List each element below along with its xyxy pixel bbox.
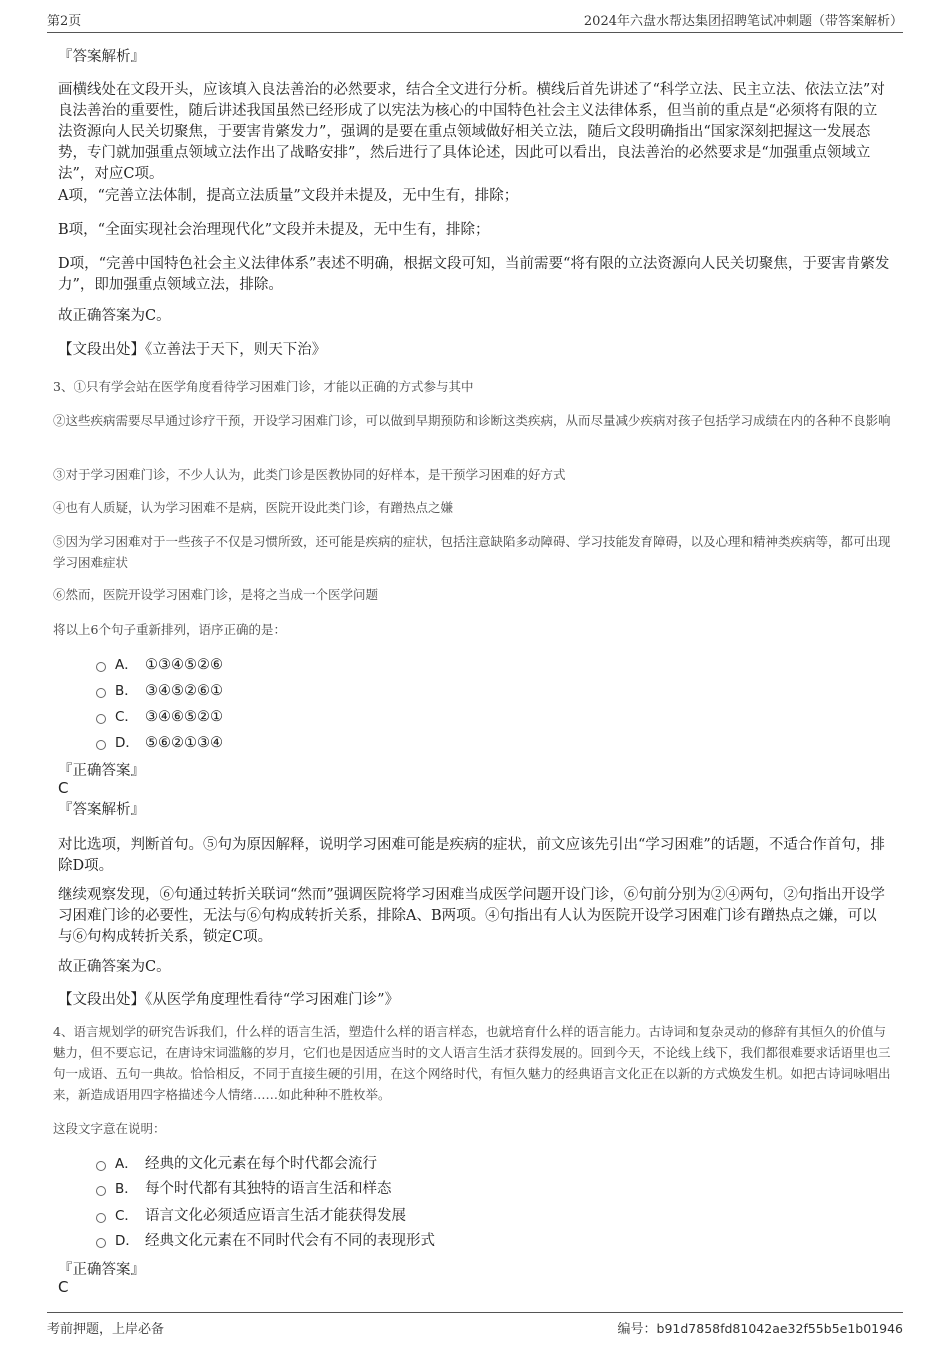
analysis-label: 『答案解析』 [58, 49, 145, 65]
radio-icon[interactable] [96, 1238, 106, 1248]
radio-icon[interactable] [96, 1213, 106, 1223]
correct-answer: C [58, 1278, 69, 1296]
option-d[interactable] [96, 733, 223, 753]
radio-icon[interactable] [96, 714, 106, 724]
option-text: 经典文化元素在不同时代会有不同的表现形式 [145, 1233, 435, 1249]
footer-slogan: 考前押题，上岸必备 [47, 1322, 165, 1337]
radio-icon[interactable] [96, 688, 106, 698]
option-letter: D． [115, 1233, 139, 1249]
question-stem: 4、语言规划学的研究告诉我们，什么样的语言生活，塑造什么样的语言样态，也就培育什么样的语言能力。古诗词和复杂灵动的修辞有其恒久的价值与魅力，但不要忘记，在唐诗宋词滥觞的岁月，它们也是因适应当时的文人语言生活才获得发展的。回到今天，不论线上线下，我们都很难要求话语里也三句一成语、五句一典故。恰恰相反，不同于直接生硬的引用，在这个网络时代，有恒久魅力的经典语言文化正在以新的方式焕发生机。如把古诗词咏唱出来，新造成语用四字格描述今人情绪……如此种种不胜枚举。 [53, 1024, 891, 1102]
analysis-paragraph: 对比选项，判断首句。⑤句为原因解释，说明学习困难可能是疾病的症状，前文应该先引出“学习困难”的话题，不适合作首句，排除D项。 [58, 837, 885, 874]
option-a[interactable] [96, 1154, 377, 1174]
option-text: 每个时代都有其独特的语言生活和样态 [145, 1181, 392, 1197]
question-sentence: 3、①只有学会站在医学角度看待学习困难门诊，才能以正确的方式参与其中 [53, 379, 474, 394]
option-b[interactable] [96, 681, 223, 701]
question-sentence: ③对于学习困难门诊，不少人认为，此类门诊是医教协同的好样本，是干预学习困难的好方式 [53, 467, 566, 482]
analysis-label: 『答案解析』 [58, 802, 145, 818]
option-c[interactable] [96, 1206, 406, 1226]
question-sentence: ⑥然而，医院开设学习困难门诊，是将之当成一个医学问题 [53, 587, 379, 602]
analysis-option-a: A项，“完善立法体制，提高立法质量”文段并未提及，无中生有，排除； [58, 188, 519, 204]
source-citation: 【文段出处】《从医学角度理性看待“学习困难门诊”》 [58, 992, 400, 1008]
conclusion: 故正确答案为C。 [58, 959, 171, 975]
option-letter: A． [115, 1156, 138, 1172]
option-b[interactable] [96, 1179, 392, 1199]
option-letter: B． [115, 1181, 138, 1197]
option-d[interactable] [96, 1231, 435, 1251]
page-number: 第2页 [47, 14, 82, 29]
option-letter: A． [115, 657, 138, 673]
option-a[interactable] [96, 655, 223, 675]
question-sentence: ⑤因为学习困难对于一些孩子不仅是习惯所致，还可能是疾病的症状，包括注意缺陷多动障碍、学习技能发育障碍，以及心理和精神类疾病等，都可出现学习困难症状 [53, 534, 891, 570]
analysis-paragraph: 画横线处在文段开头，应该填入良法善治的必然要求，结合全文进行分析。横线后首先讲述了“科学立法、民主立法、依法立法”对良法善治的重要性，随后讲述我国虽然已经形成了以宪法为核心的中国特色社会主义法律体系，但当前的重点是“必须将有限的立法资源向人民关切聚焦，于要害肯綮发力”，强调的是要在重点领域做好相关立法，随后文段明确指出“国家深刻把握这一发展态势，专门就加强重点领域立法作出了战略安排”，然后进行了具体论述，因此可以看出，良法善治的必然要求是“加强重点领域立法”，对应C项。 [58, 82, 885, 182]
question-sentence: ②这些疾病需要尽早通过诊疗干预，开设学习困难门诊，可以做到早期预防和诊断这类疾病，从而尽量减少疾病对孩子包括学习成绩在内的各种不良影响 [53, 413, 891, 428]
option-letter: B． [115, 683, 138, 699]
option-text: ③④⑤②⑥① [145, 683, 223, 699]
option-c[interactable] [96, 707, 223, 727]
document-code-label: 编号： [617, 1322, 657, 1337]
option-text: ⑤⑥②①③④ [145, 735, 223, 751]
option-text: ①③④⑤②⑥ [145, 657, 223, 673]
conclusion: 故正确答案为C。 [58, 308, 171, 324]
radio-icon[interactable] [96, 1161, 106, 1171]
document-code-value: b91d7858fd81042ae32f55b5e1b01946 [656, 1321, 903, 1336]
radio-icon[interactable] [96, 1186, 106, 1196]
option-letter: C． [115, 709, 138, 725]
radio-icon[interactable] [96, 740, 106, 750]
option-text: ③④⑥⑤②① [145, 709, 223, 725]
question-prompt: 这段文字意在说明： [53, 1121, 166, 1136]
option-text: 语言文化必须适应语言生活才能获得发展 [145, 1208, 406, 1224]
option-text: 经典的文化元素在每个时代都会流行 [145, 1156, 377, 1172]
option-letter: C． [115, 1208, 138, 1224]
question-sentence: ④也有人质疑，认为学习困难不是病，医院开设此类门诊，有蹭热点之嫌 [53, 500, 454, 515]
document-code [618, 1318, 904, 1337]
document-title: 2024年六盘水帮达集团招聘笔试冲刺题（带答案解析） [583, 14, 903, 29]
correct-answer-label: 『正确答案』 [58, 763, 145, 779]
page-footer [47, 1312, 903, 1337]
option-letter: D． [115, 735, 139, 751]
correct-answer: C [58, 779, 69, 797]
radio-icon[interactable] [96, 662, 106, 672]
page-header [47, 10, 903, 33]
analysis-option-b: B项，“全面实现社会治理现代化”文段并未提及，无中生有，排除； [58, 222, 490, 238]
analysis-option-d: D项，“完善中国特色社会主义法律体系”表述不明确，根据文段可知，当前需要“将有限的立法资源向人民关切聚焦，于要害肯綮发力”，即加强重点领域立法，排除。 [58, 256, 890, 293]
source-citation: 【文段出处】《立善法于天下，则天下治》 [58, 342, 327, 358]
analysis-paragraph: 继续观察发现，⑥句通过转折关联词“然而”强调医院将学习困难当成医学问题开设门诊，⑥句前分别为②④两句，②句指出开设学习困难门诊的必要性，无法与⑥句构成转折关系，排除A、B两项。④句指出有人认为医院开设学习困难门诊有蹭热点之嫌，可以与⑥句构成转折关系，锁定C项。 [58, 887, 885, 945]
correct-answer-label: 『正确答案』 [58, 1262, 145, 1278]
question-prompt: 将以上6个句子重新排列，语序正确的是： [53, 622, 286, 637]
